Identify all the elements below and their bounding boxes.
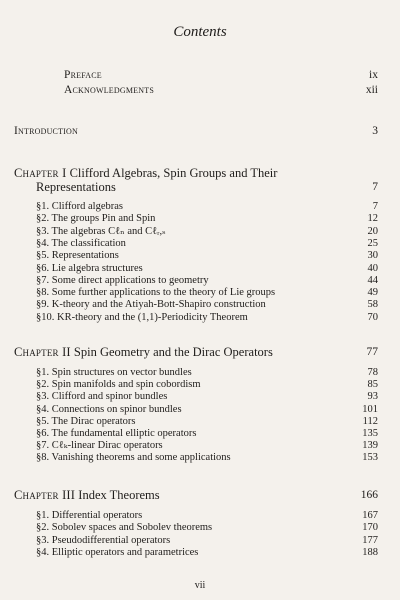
- chapter-1-title: Clifford Algebras, Spin Groups and Their: [69, 166, 278, 180]
- toc-section-entry: §10. KR-theory and the (1,1)-Periodicity Theorem: [36, 311, 248, 323]
- toc-section-page: 177: [362, 534, 378, 546]
- chapter-1-heading: [14, 166, 277, 180]
- toc-section-entry: §5. The Dirac operators: [36, 415, 136, 427]
- toc-section-entry: §6. Lie algebra structures: [36, 262, 143, 274]
- chapter-2-page: 77: [366, 346, 378, 358]
- toc-section-entry: §1. Clifford algebras: [36, 201, 123, 212]
- chapter-3-label: Chapter III: [14, 488, 76, 502]
- page-title: Contents: [173, 24, 227, 40]
- toc-section-page: 7: [372, 201, 378, 212]
- toc-section-page: 49: [367, 287, 378, 299]
- chapter-1-page: 7: [372, 181, 378, 193]
- chapter-3-page: 166: [360, 489, 378, 501]
- toc-section-page: 44: [367, 274, 378, 286]
- toc-section-page: 12: [367, 213, 378, 225]
- toc-section-entry: §7. Some direct applications to geometry: [36, 274, 209, 286]
- toc-section-entry: §3. Clifford and spinor bundles: [36, 391, 168, 403]
- toc-section-page: 170: [362, 522, 378, 534]
- toc-section-page: 101: [362, 403, 378, 415]
- toc-section-entry: §9. K-theory and the Atiyah-Bott-Shapiro construction: [36, 299, 266, 311]
- toc-section-page: 25: [367, 237, 378, 249]
- toc-section-page: 58: [367, 299, 378, 311]
- toc-section-entry: §5. Representations: [36, 250, 119, 262]
- toc-section-page: 40: [367, 262, 378, 274]
- toc-section-page: 20: [367, 225, 378, 237]
- toc-section-entry: §2. Spin manifolds and spin cobordism: [36, 379, 201, 391]
- toc-section-entry: §1. Spin structures on vector bundles: [36, 367, 192, 378]
- toc-entry-acknowledgments: Acknowledgments: [64, 84, 154, 96]
- chapter-2-title: Spin Geometry and the Dirac Operators: [73, 345, 273, 359]
- toc-section-entry: §8. Some further applications to the theory of Lie groups: [36, 287, 276, 299]
- toc-section-entry: §2. Sobolev spaces and Sobolev theorems: [36, 522, 213, 534]
- toc-section-entry: §4. Connections on spinor bundles: [36, 403, 182, 415]
- page-number-footer: vii: [194, 580, 206, 591]
- chapter-1-label: Chapter I: [14, 166, 67, 180]
- toc-page-acknowledgments: xii: [365, 84, 378, 96]
- toc-section-page: 112: [362, 415, 378, 427]
- toc-section-entry: §3. The algebras Cℓₙ and Cℓᵣ,ₛ: [36, 225, 166, 237]
- toc-section-entry: §2. The groups Pin and Spin: [36, 213, 156, 225]
- toc-section-page: 188: [362, 546, 378, 558]
- toc-page-preface: ix: [369, 69, 378, 81]
- toc-section-entry: §4. Elliptic operators and parametrices: [36, 546, 199, 558]
- toc-section-page: 153: [362, 452, 378, 464]
- toc-page-introduction: 3: [372, 125, 378, 137]
- toc-entry-introduction: Introduction: [14, 125, 79, 137]
- toc-section-page: 135: [362, 428, 378, 439]
- toc-section-page: 93: [367, 391, 378, 403]
- toc-section-page: 85: [367, 379, 378, 391]
- toc-section-page: 70: [367, 311, 378, 323]
- toc-section-page: 78: [367, 367, 378, 378]
- toc-section-entry: §1. Differential operators: [36, 510, 143, 521]
- toc-entry-preface: Preface: [64, 69, 102, 81]
- chapter-3-heading: [14, 488, 160, 502]
- toc-section-entry: §7. Cℓₖ-linear Dirac operators: [36, 440, 163, 452]
- chapter-2-heading: [14, 345, 273, 359]
- chapter-1-title-cont: Representations: [36, 180, 116, 194]
- toc-section-page: 167: [362, 510, 378, 521]
- toc-section-entry: §3. Pseudodifferential operators: [36, 534, 171, 546]
- toc-section-entry: §8. Vanishing theorems and some applications: [36, 452, 231, 464]
- toc-section-page: 30: [367, 250, 378, 262]
- toc-section-entry: §6. The fundamental elliptic operators: [36, 428, 197, 439]
- chapter-3-title: Index Theorems: [78, 488, 160, 502]
- toc-section-page: 139: [362, 440, 378, 452]
- toc-section-entry: §4. The classification: [36, 237, 126, 249]
- chapter-2-label: Chapter II: [14, 345, 71, 359]
